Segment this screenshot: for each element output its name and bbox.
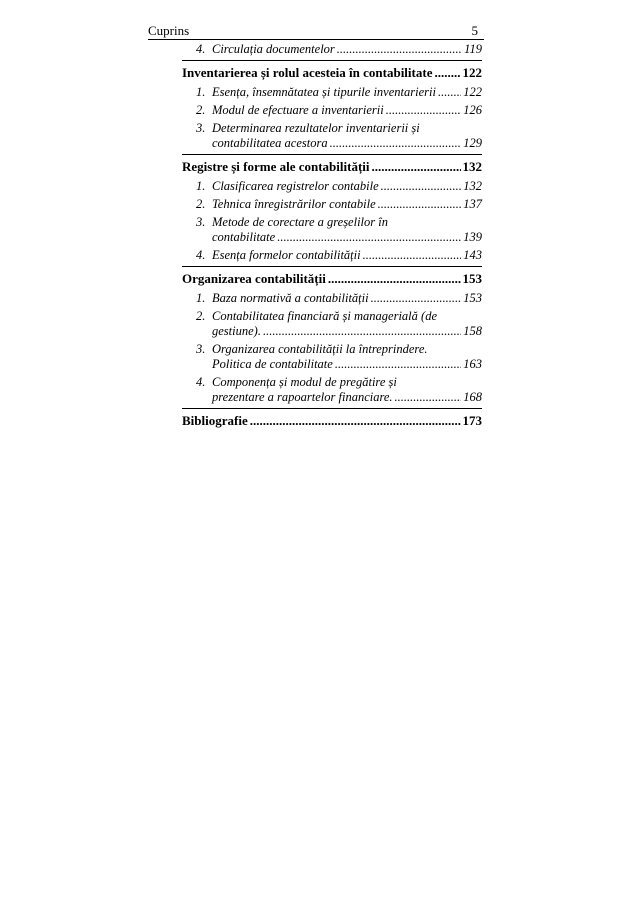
toc-item-page: 122 — [463, 85, 482, 99]
toc-item-number: 3. — [196, 342, 206, 356]
toc-item-page: 143 — [463, 248, 482, 262]
toc-item-number: 1. — [196, 179, 206, 193]
toc-item — [196, 215, 482, 245]
toc-item-page: 139 — [463, 230, 482, 244]
toc-item-number: 2. — [196, 103, 206, 117]
toc-item — [196, 291, 482, 306]
toc-chapter-page: 173 — [462, 413, 482, 428]
toc-item-number: 4. — [196, 375, 206, 389]
divider — [182, 266, 482, 267]
toc-chapter-title: Registre și forme ale contabilității — [182, 159, 370, 174]
toc-item-title: Baza normativă a contabilității — [212, 291, 369, 305]
toc-item-number: 1. — [196, 291, 206, 305]
toc-item-page: 126 — [463, 103, 482, 117]
toc-item — [196, 342, 482, 372]
toc-chapter — [182, 413, 482, 428]
leader-dots — [378, 197, 462, 212]
toc-item-title: Determinarea rezultatelor inventarierii și — [212, 121, 420, 135]
leader-dots — [434, 65, 460, 80]
divider — [182, 154, 482, 155]
toc-chapter-title: Inventarierea și rolul acesteia în contabilitate — [182, 65, 433, 80]
leader-dots — [381, 179, 462, 194]
leader-dots — [386, 103, 462, 118]
toc-item — [196, 42, 482, 57]
leader-dots — [277, 230, 461, 245]
toc-item-number: 4. — [196, 248, 206, 262]
toc-item-page: 153 — [463, 291, 482, 305]
toc-item — [196, 85, 482, 100]
leader-dots — [330, 136, 462, 151]
leader-dots — [335, 357, 461, 372]
leader-dots — [371, 291, 462, 306]
divider — [182, 60, 482, 61]
toc-item-title: Modul de efectuare a inventarierii — [212, 103, 384, 117]
toc-item-page: 132 — [463, 179, 482, 193]
toc-item-title: Organizarea contabilității la întreprindere. — [212, 342, 428, 356]
toc-item — [196, 121, 482, 151]
table-of-contents — [182, 42, 482, 433]
leader-dots — [438, 85, 461, 100]
toc-item-title-continued: prezentare a rapoartelor financiare. — [212, 390, 393, 404]
leader-dots — [263, 324, 461, 339]
toc-item-number: 1. — [196, 85, 206, 99]
toc-item-page: 168 — [463, 390, 482, 404]
leader-dots — [328, 271, 461, 286]
leader-dots — [363, 248, 462, 263]
toc-chapter — [182, 271, 482, 286]
toc-item-number: 2. — [196, 197, 206, 211]
toc-item-title-continued: contabilitate — [212, 230, 276, 244]
toc-item-number: 3. — [196, 121, 206, 135]
toc-item-title: Clasificarea registrelor contabile — [212, 179, 379, 193]
toc-item-title-continued: Politica de contabilitate — [212, 357, 333, 371]
toc-item-page: 137 — [463, 197, 482, 211]
toc-chapter-title: Bibliografie — [182, 413, 248, 428]
toc-item-title: Contabilitatea financiară și managerială (de — [212, 309, 437, 323]
page-number: 5 — [471, 23, 478, 38]
leader-dots — [372, 159, 461, 174]
page-header — [148, 23, 484, 40]
toc-item-title: Metode de corectare a greșelilor în — [212, 215, 388, 229]
toc-chapter-page: 122 — [462, 65, 482, 80]
toc-item-title-continued: contabilitatea acestora — [212, 136, 328, 150]
divider — [182, 408, 482, 409]
running-title: Cuprins — [148, 23, 190, 38]
toc-item-page: 119 — [464, 42, 482, 56]
toc-chapter-title: Organizarea contabilității — [182, 271, 326, 286]
toc-item-number: 4. — [196, 42, 206, 56]
toc-item-title: Circulația documentelor — [212, 42, 335, 56]
toc-item-title-continued: gestiune). — [212, 324, 261, 338]
toc-item — [196, 309, 482, 339]
leader-dots — [337, 42, 462, 57]
toc-item-page: 158 — [463, 324, 482, 338]
toc-item-title: Tehnica înregistrărilor contabile — [212, 197, 376, 211]
leader-dots — [250, 413, 461, 428]
toc-item-title: Esența formelor contabilității — [212, 248, 361, 262]
toc-item — [196, 103, 482, 118]
toc-item-title: Esența, însemnătatea și tipurile inventarierii — [212, 85, 436, 99]
toc-item — [196, 375, 482, 405]
toc-item — [196, 248, 482, 263]
toc-item-title: Componența și modul de pregătire și — [212, 375, 397, 389]
toc-item-number: 2. — [196, 309, 206, 323]
toc-chapter-page: 153 — [462, 271, 482, 286]
leader-dots — [395, 390, 462, 405]
toc-item — [196, 179, 482, 194]
toc-item-page: 129 — [463, 136, 482, 150]
toc-chapter — [182, 65, 482, 80]
toc-item-number: 3. — [196, 215, 206, 229]
toc-item — [196, 197, 482, 212]
toc-chapter-page: 132 — [462, 159, 482, 174]
toc-chapter — [182, 159, 482, 174]
toc-item-page: 163 — [463, 357, 482, 371]
